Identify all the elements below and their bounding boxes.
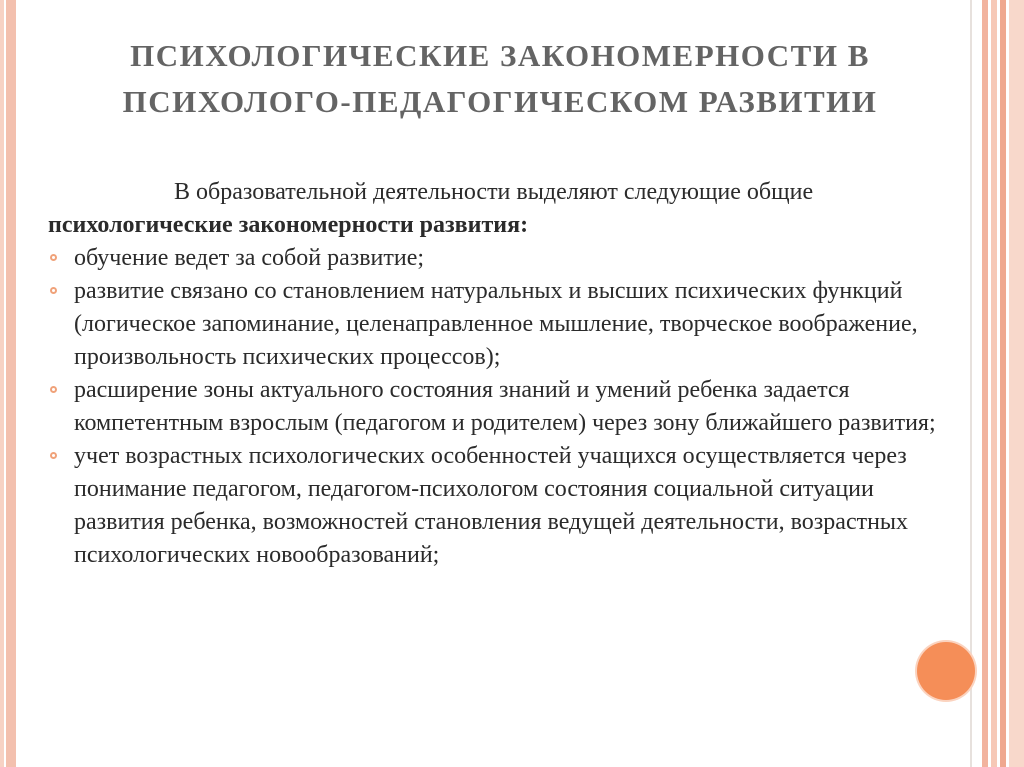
slide-title-line-1: ПСИХОЛОГИЧЕСКИЕ ЗАКОНОМЕРНОСТИ В bbox=[130, 38, 870, 73]
bullet-text: обучение ведет за собой развитие; bbox=[74, 245, 425, 271]
slide-title bbox=[40, 33, 960, 125]
bullet-text: учет возрастных психологических особенностей учащихся осуществляется через понимание педагогом, педагогом-психологом состояния социальной ситуации развития ребенка, возможностей становления ведущей деятельности, возрастных психологических новообразований; bbox=[74, 443, 909, 568]
orange-circle-icon bbox=[917, 642, 975, 700]
bullet-item bbox=[48, 440, 948, 572]
slide-title-line-2: ПСИХОЛОГО-ПЕДАГОГИЧЕСКОМ РАЗВИТИИ bbox=[122, 84, 878, 119]
right-thin-rule bbox=[970, 0, 972, 767]
bullet-item bbox=[48, 374, 948, 440]
slide-body bbox=[48, 176, 948, 572]
bullet-circle-icon bbox=[50, 254, 57, 261]
bullet-text: расширение зоны актуального состояния знаний и умений ребенка задается компетентным взрослым (педагогом и родителем) через зону ближайшего развития; bbox=[74, 377, 936, 436]
intro-text: В образовательной деятельности выделяют следующие общие bbox=[174, 179, 814, 205]
bullet-circle-icon bbox=[50, 452, 57, 459]
intro-paragraph bbox=[48, 176, 948, 242]
bullet-item bbox=[48, 275, 948, 374]
right-decorative-stripes bbox=[979, 0, 1024, 767]
bullet-circle-icon bbox=[50, 287, 57, 294]
bullet-item bbox=[48, 242, 948, 275]
bullet-text: развитие связано со становлением натуральных и высших психических функций (логическое запоминание, целенаправленное мышление, творческое воображение, произвольность психических процессов); bbox=[74, 278, 918, 370]
bullet-circle-icon bbox=[50, 386, 57, 393]
intro-bold-text: психологические закономерности развития: bbox=[48, 212, 529, 238]
left-decorative-border bbox=[0, 0, 16, 767]
